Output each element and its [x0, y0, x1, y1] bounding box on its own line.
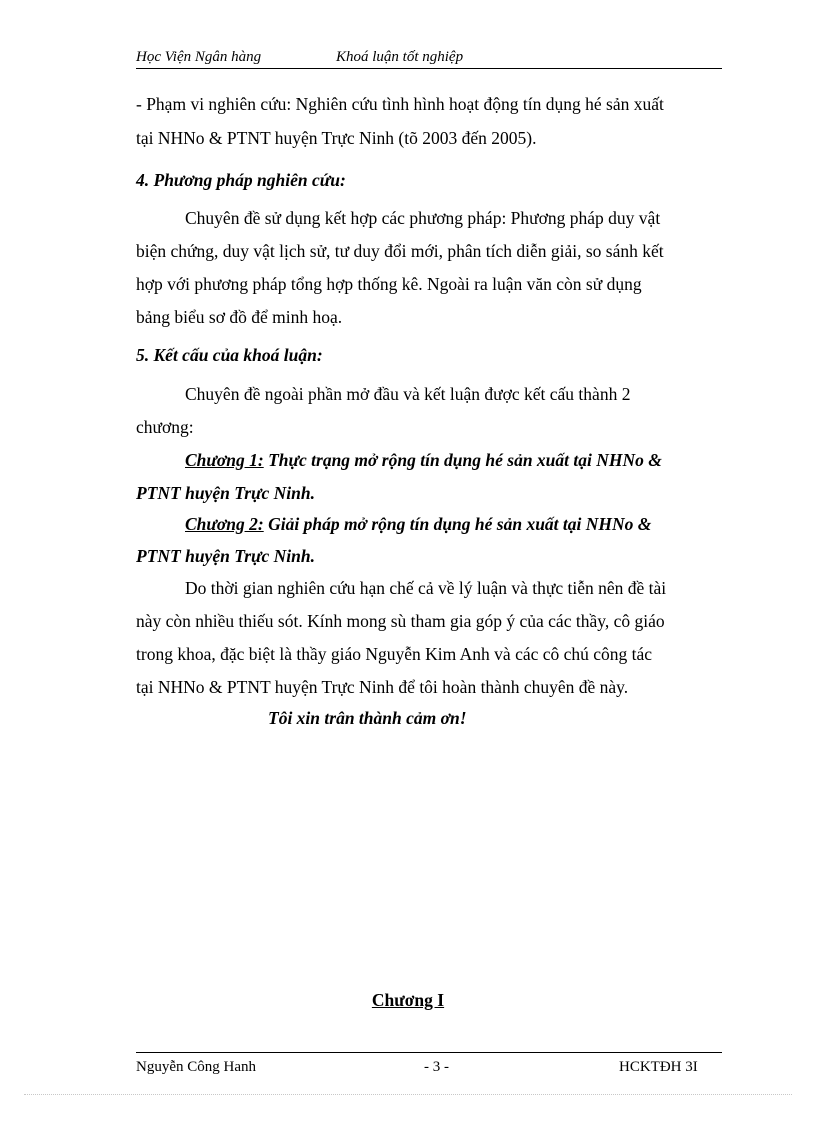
thanks-line: Tôi xin trân thành cảm ơn! [268, 708, 467, 728]
section-4-line-2: biện chứng, duy vật lịch sử, tư duy đổi mới, phân tích diễn giải, so sánh kết [136, 241, 664, 261]
footer-page-number: - 3 - [424, 1059, 449, 1075]
closing-line-2: này còn nhiều thiếu sót. Kính mong sù tham gia góp ý của các thầy, cô giáo [136, 611, 665, 631]
chapter-1-label: Chương 1: [185, 450, 264, 470]
section-4-line-4: bảng biểu sơ đồ để minh hoạ. [136, 307, 343, 327]
footer-class-code: HCKTĐH 3I [619, 1059, 698, 1075]
page-header [136, 49, 722, 69]
section-5-intro-line-2: chương: [136, 417, 194, 437]
chapter-2-line-2: PTNT huyện Trực Ninh. [136, 546, 316, 566]
page-footer [136, 1052, 722, 1079]
header-institution: Học Viện Ngân hàng [136, 49, 262, 65]
chapter-2-text: Giải pháp mở rộng tín dụng hé sản xuất tại NHNo & [263, 514, 652, 534]
header-document-type: Khoá luận tốt nghiệp [336, 49, 464, 65]
section-4-heading: 4. Phương pháp nghiên cứu: [136, 170, 346, 190]
section-4-line-1: Chuyên đề sử dụng kết hợp các phương pháp: Phương pháp duy vật [185, 208, 661, 228]
next-chapter-title: Chương I [371, 990, 445, 1010]
chapter-1-text: Thực trạng mở rộng tín dụng hé sản xuất tại NHNo & [263, 450, 662, 470]
chapter-2-entry [185, 514, 718, 535]
chapter-2-label: Chương 2: [185, 514, 264, 534]
footer-author: Nguyễn Công Hanh [136, 1059, 256, 1075]
closing-line-3: trong khoa, đặc biệt là thầy giáo Nguyễn Kim Anh và các cô chú công tác [136, 644, 653, 664]
closing-line-1: Do thời gian nghiên cứu hạn chế cả về lý luận và thực tiễn nên đề tài [185, 578, 667, 598]
closing-line-4: tại NHNo & PTNT huyện Trực Ninh để tôi hoàn thành chuyên đề này. [136, 677, 629, 697]
chapter-1-line-2: PTNT huyện Trực Ninh. [136, 483, 316, 503]
chapter-1-entry [185, 450, 718, 471]
section-4-line-3: hợp với phương pháp tổng hợp thống kê. Ngoài ra luận văn còn sử dụng [136, 274, 642, 294]
section-5-heading: 5. Kết cấu của khoá luận: [136, 345, 323, 365]
page-bottom-edge [24, 1094, 792, 1095]
scope-line-1: - Phạm vi nghiên cứu: Nghiên cứu tình hình hoạt động tín dụng hé sản xuất [136, 94, 664, 114]
scope-line-2: tại NHNo & PTNT huyện Trực Ninh (tõ 2003 đến 2005). [136, 128, 537, 148]
section-5-intro-line-1: Chuyên đề ngoài phần mở đầu và kết luận được kết cấu thành 2 [185, 384, 631, 404]
